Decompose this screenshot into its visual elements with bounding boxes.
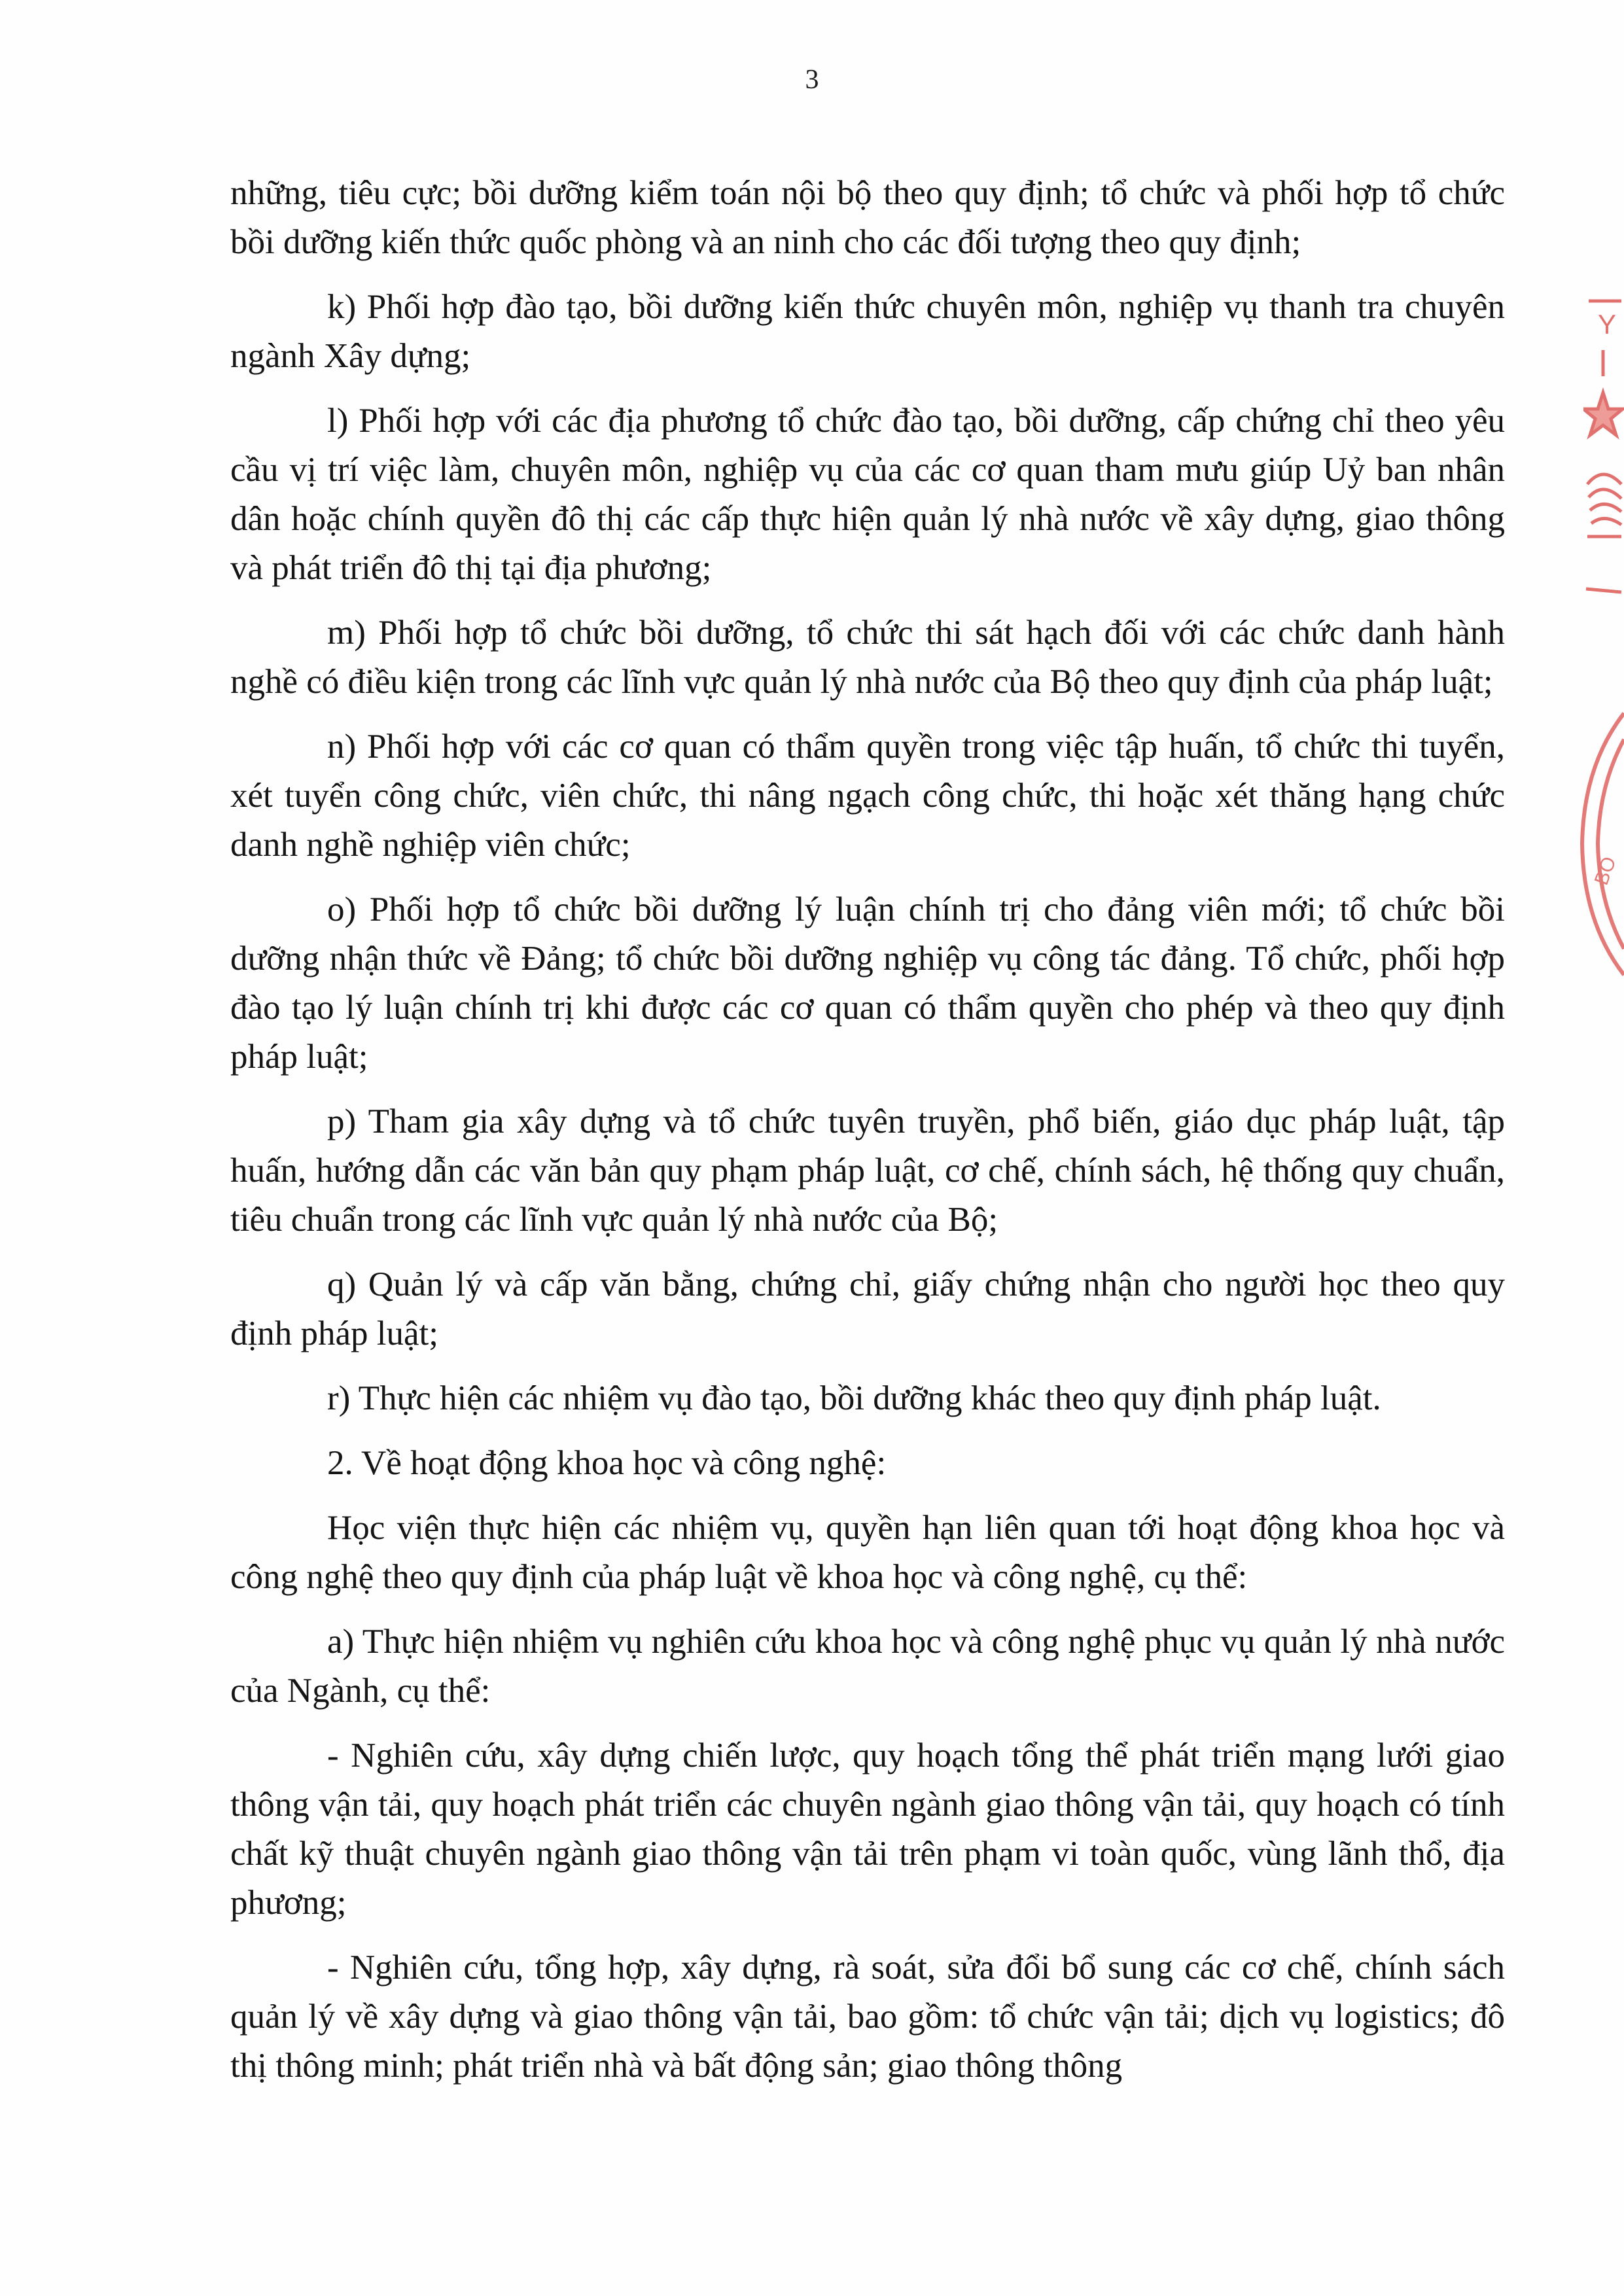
paragraph-item-p: p) Tham gia xây dựng và tổ chức tuyên truyền, phổ biến, giáo dục pháp luật, tập huấn, hướng dẫn các văn bản quy phạm pháp luật, cơ chế, chính sách, hệ thống quy chuẩn, tiêu chuẩn trong các lĩnh vực quản lý nhà nước của Bộ; — [230, 1103, 1505, 1239]
red-seal-ring-icon — [1577, 707, 1624, 981]
paragraph-item-q: q) Quản lý và cấp văn bằng, chứng chỉ, giấy chứng nhận cho người học theo quy định pháp luật; — [230, 1265, 1505, 1352]
svg-text:Y: Y — [1598, 309, 1617, 340]
paragraph-item-m: m) Phối hợp tổ chức bồi dưỡng, tổ chức thi sát hạch đối với các chức danh hành nghề có điều kiện trong các lĩnh vực quản lý nhà nước của Bộ theo quy định của pháp luật; — [230, 614, 1505, 701]
document-body — [230, 169, 1505, 2106]
paragraph-item-l: l) Phối hợp với các địa phương tổ chức đào tạo, bồi dưỡng, cấp chứng chỉ theo yêu cầu vị trí việc làm, chuyên môn, nghiệp vụ của các cơ quan tham mưu giúp Uỷ ban nhân dân hoặc chính quyền đô thị các cấp thực hiện quản lý nhà nước về xây dựng, giao thông và phát triển đô thị tại địa phương; — [230, 402, 1505, 587]
paragraph-bullet-2: - Nghiên cứu, tổng hợp, xây dựng, rà soát, sửa đổi bổ sung các cơ chế, chính sách quản lý về xây dựng và giao thông vận tải, bao gồm: tổ chức vận tải; dịch vụ logistics; đô thị thông minh; phát triển nhà và bất động sản; giao thông thông — [230, 1949, 1505, 2085]
section-heading-2: 2. Về hoạt động khoa học và công nghệ: — [327, 1444, 887, 1482]
paragraph-item-k: k) Phối hợp đào tạo, bồi dưỡng kiến thức chuyên môn, nghiệp vụ thanh tra chuyên ngành Xây dựng; — [230, 288, 1505, 375]
paragraph-bullet-1: - Nghiên cứu, xây dựng chiến lược, quy hoạch tổng thể phát triển mạng lưới giao thông vận tải, quy hoạch phát triển các chuyên ngành giao thông vận tải, quy hoạch có tính chất kỹ thuật chuyên ngành giao thông vận tải trên phạm vi toàn quốc, vùng lãnh thổ, địa phương; — [230, 1737, 1505, 1922]
page-number: 3 — [805, 65, 819, 95]
paragraph-item-n: n) Phối hợp với các cơ quan có thẩm quyền trong việc tập huấn, tổ chức thi tuyển, xét tuyển công chức, viên chức, thi nâng ngạch công chức, thi hoặc xét thăng hạng chức danh nghề nghiệp viên chức; — [230, 728, 1505, 864]
paragraph-item-a: a) Thực hiện nhiệm vụ nghiên cứu khoa học và công nghệ phục vụ quản lý nhà nước của Ngành, cụ thể: — [230, 1623, 1505, 1710]
paragraph-section-intro: Học viện thực hiện các nhiệm vụ, quyền hạn liên quan tới hoạt động khoa học và công nghệ theo quy định của pháp luật về khoa học và công nghệ, cụ thể: — [230, 1509, 1505, 1596]
paragraph-item-r: r) Thực hiện các nhiệm vụ đào tạo, bồi dưỡng khác theo quy định pháp luật. — [327, 1379, 1381, 1417]
paragraph-continuation: những, tiêu cực; bồi dưỡng kiểm toán nội bộ theo quy định; tổ chức và phối hợp tổ chức bồi dưỡng kiến thức quốc phòng và an ninh cho các đối tượng theo quy định; — [230, 174, 1505, 261]
paragraph-item-o: o) Phối hợp tổ chức bồi dưỡng lý luận chính trị cho đảng viên mới; tổ chức bồi dưỡng nhận thức về Đảng; tổ chức bồi dưỡng nghiệp vụ công tác đảng. Tổ chức, phối hợp đào tạo lý luận chính trị khi được các cơ quan có thẩm quyền cho phép và theo quy định pháp luật; — [230, 891, 1505, 1076]
svg-text:BÔ: BÔ — [1590, 854, 1621, 889]
red-seal-stamp-icon — [1583, 288, 1624, 628]
